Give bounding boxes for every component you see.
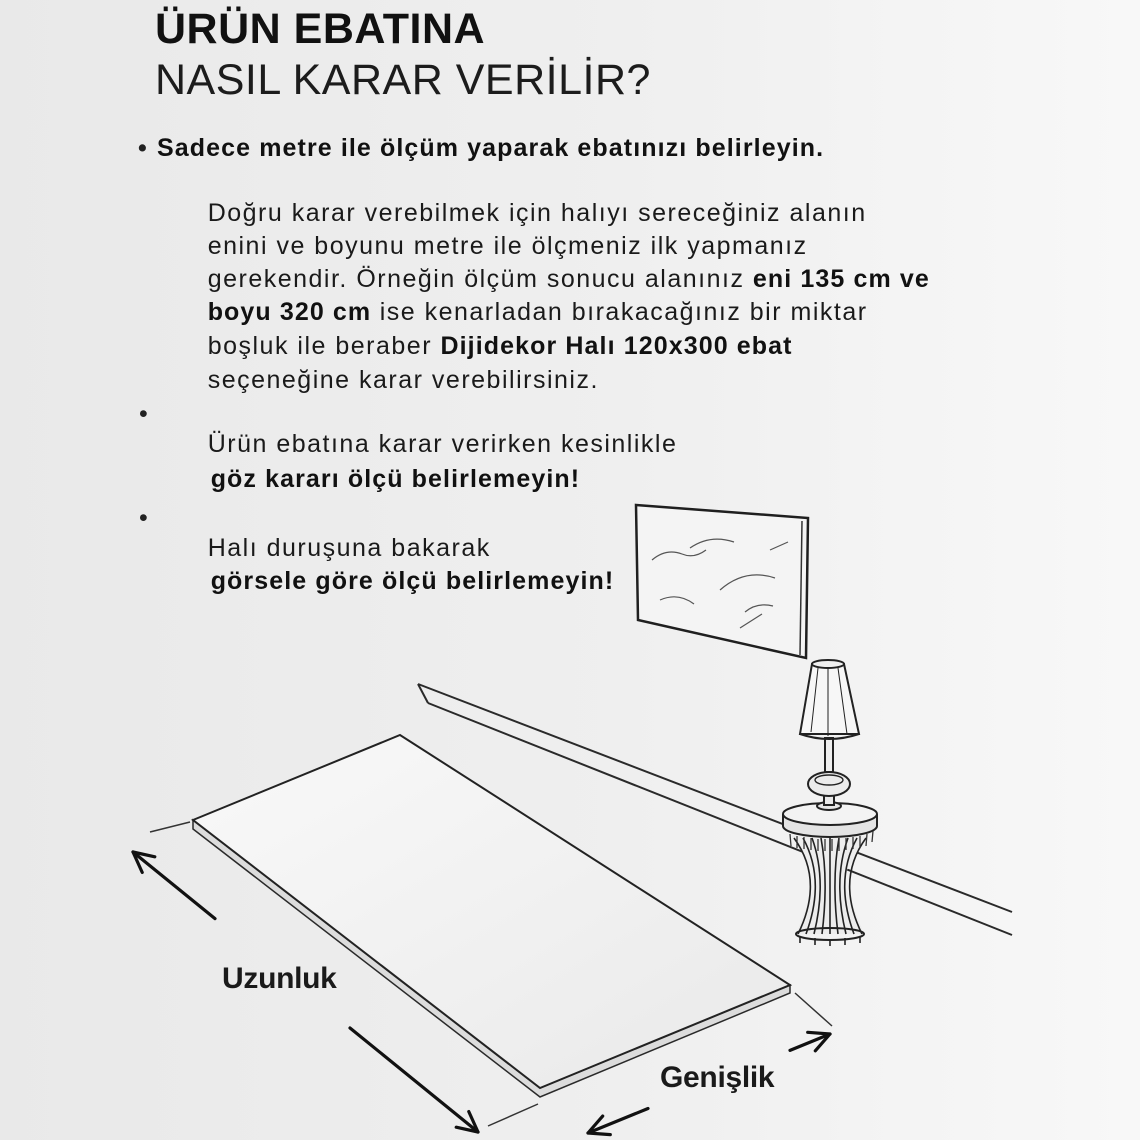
text-segment: ise kenarladan bırakacağınız bir miktar bbox=[371, 298, 868, 326]
paragraph-line bbox=[157, 301, 793, 360]
bullet-marker: • bbox=[139, 400, 148, 428]
paragraph-line bbox=[157, 168, 867, 227]
paragraph-line bbox=[160, 536, 615, 595]
length-arrow-shaft bbox=[350, 1028, 478, 1132]
bullet-heading: Sadece metre ile ölçüm yaparak ebatınızı belirleyin. bbox=[157, 134, 825, 162]
extension-line bbox=[488, 1104, 538, 1126]
paragraph-line bbox=[157, 335, 599, 394]
lamp-neck bbox=[825, 738, 833, 772]
paragraph-line bbox=[157, 234, 930, 293]
width-label: Genişlik bbox=[660, 1061, 775, 1094]
paragraph-line bbox=[157, 201, 808, 260]
rug-surface bbox=[193, 735, 790, 1088]
paragraph-line bbox=[160, 434, 581, 493]
text-segment: Ürün ebatına karar verirken kesinlikle bbox=[207, 430, 678, 458]
emphasis-segment: eni 135 cm ve bbox=[752, 265, 930, 293]
text-segment: seçeneğine karar verebilirsiniz. bbox=[207, 366, 599, 394]
title-line-1: ÜRÜN EBATINA bbox=[155, 5, 486, 53]
mirror-frame bbox=[636, 505, 808, 658]
extension-line bbox=[795, 993, 832, 1026]
side-table bbox=[783, 803, 877, 946]
bullet-marker: • bbox=[138, 134, 148, 162]
table-lamp bbox=[800, 660, 859, 810]
text-segment: gerekendir. Örneğin ölçüm sonucu alanınız bbox=[207, 265, 753, 293]
wall-mirror bbox=[636, 505, 808, 658]
paragraph-line bbox=[157, 503, 491, 562]
bullet-marker: • bbox=[139, 504, 148, 532]
length-label: Uzunluk bbox=[222, 962, 337, 995]
emphasis-segment: göz kararı ölçü belirlemeyin! bbox=[210, 465, 581, 493]
title-line-2: NASIL KARAR VERİLİR? bbox=[155, 56, 651, 104]
emphasis-segment: boyu 320 cm bbox=[207, 298, 372, 326]
emphasis-segment: Dijidekor Halı 120x300 ebat bbox=[440, 332, 793, 360]
emphasis-segment: görsele göre ölçü belirlemeyin! bbox=[210, 567, 615, 595]
length-arrow-shaft bbox=[133, 852, 215, 919]
rug bbox=[193, 735, 790, 1097]
extension-line bbox=[150, 822, 190, 832]
text-segment: Halı duruşuna bakarak bbox=[207, 534, 491, 562]
text-segment: boşluk ile beraber bbox=[207, 332, 441, 360]
text-segment: enini ve boyunu metre ile ölçmeniz ilk yapmanız bbox=[207, 232, 808, 260]
text-segment: Doğru karar verebilmek için halıyı sereceğiniz alanın bbox=[207, 199, 867, 227]
paragraph-line bbox=[157, 267, 868, 326]
lamp-shade bbox=[800, 664, 859, 734]
lamp-shade-top bbox=[812, 660, 844, 668]
paragraph-line bbox=[157, 399, 678, 458]
